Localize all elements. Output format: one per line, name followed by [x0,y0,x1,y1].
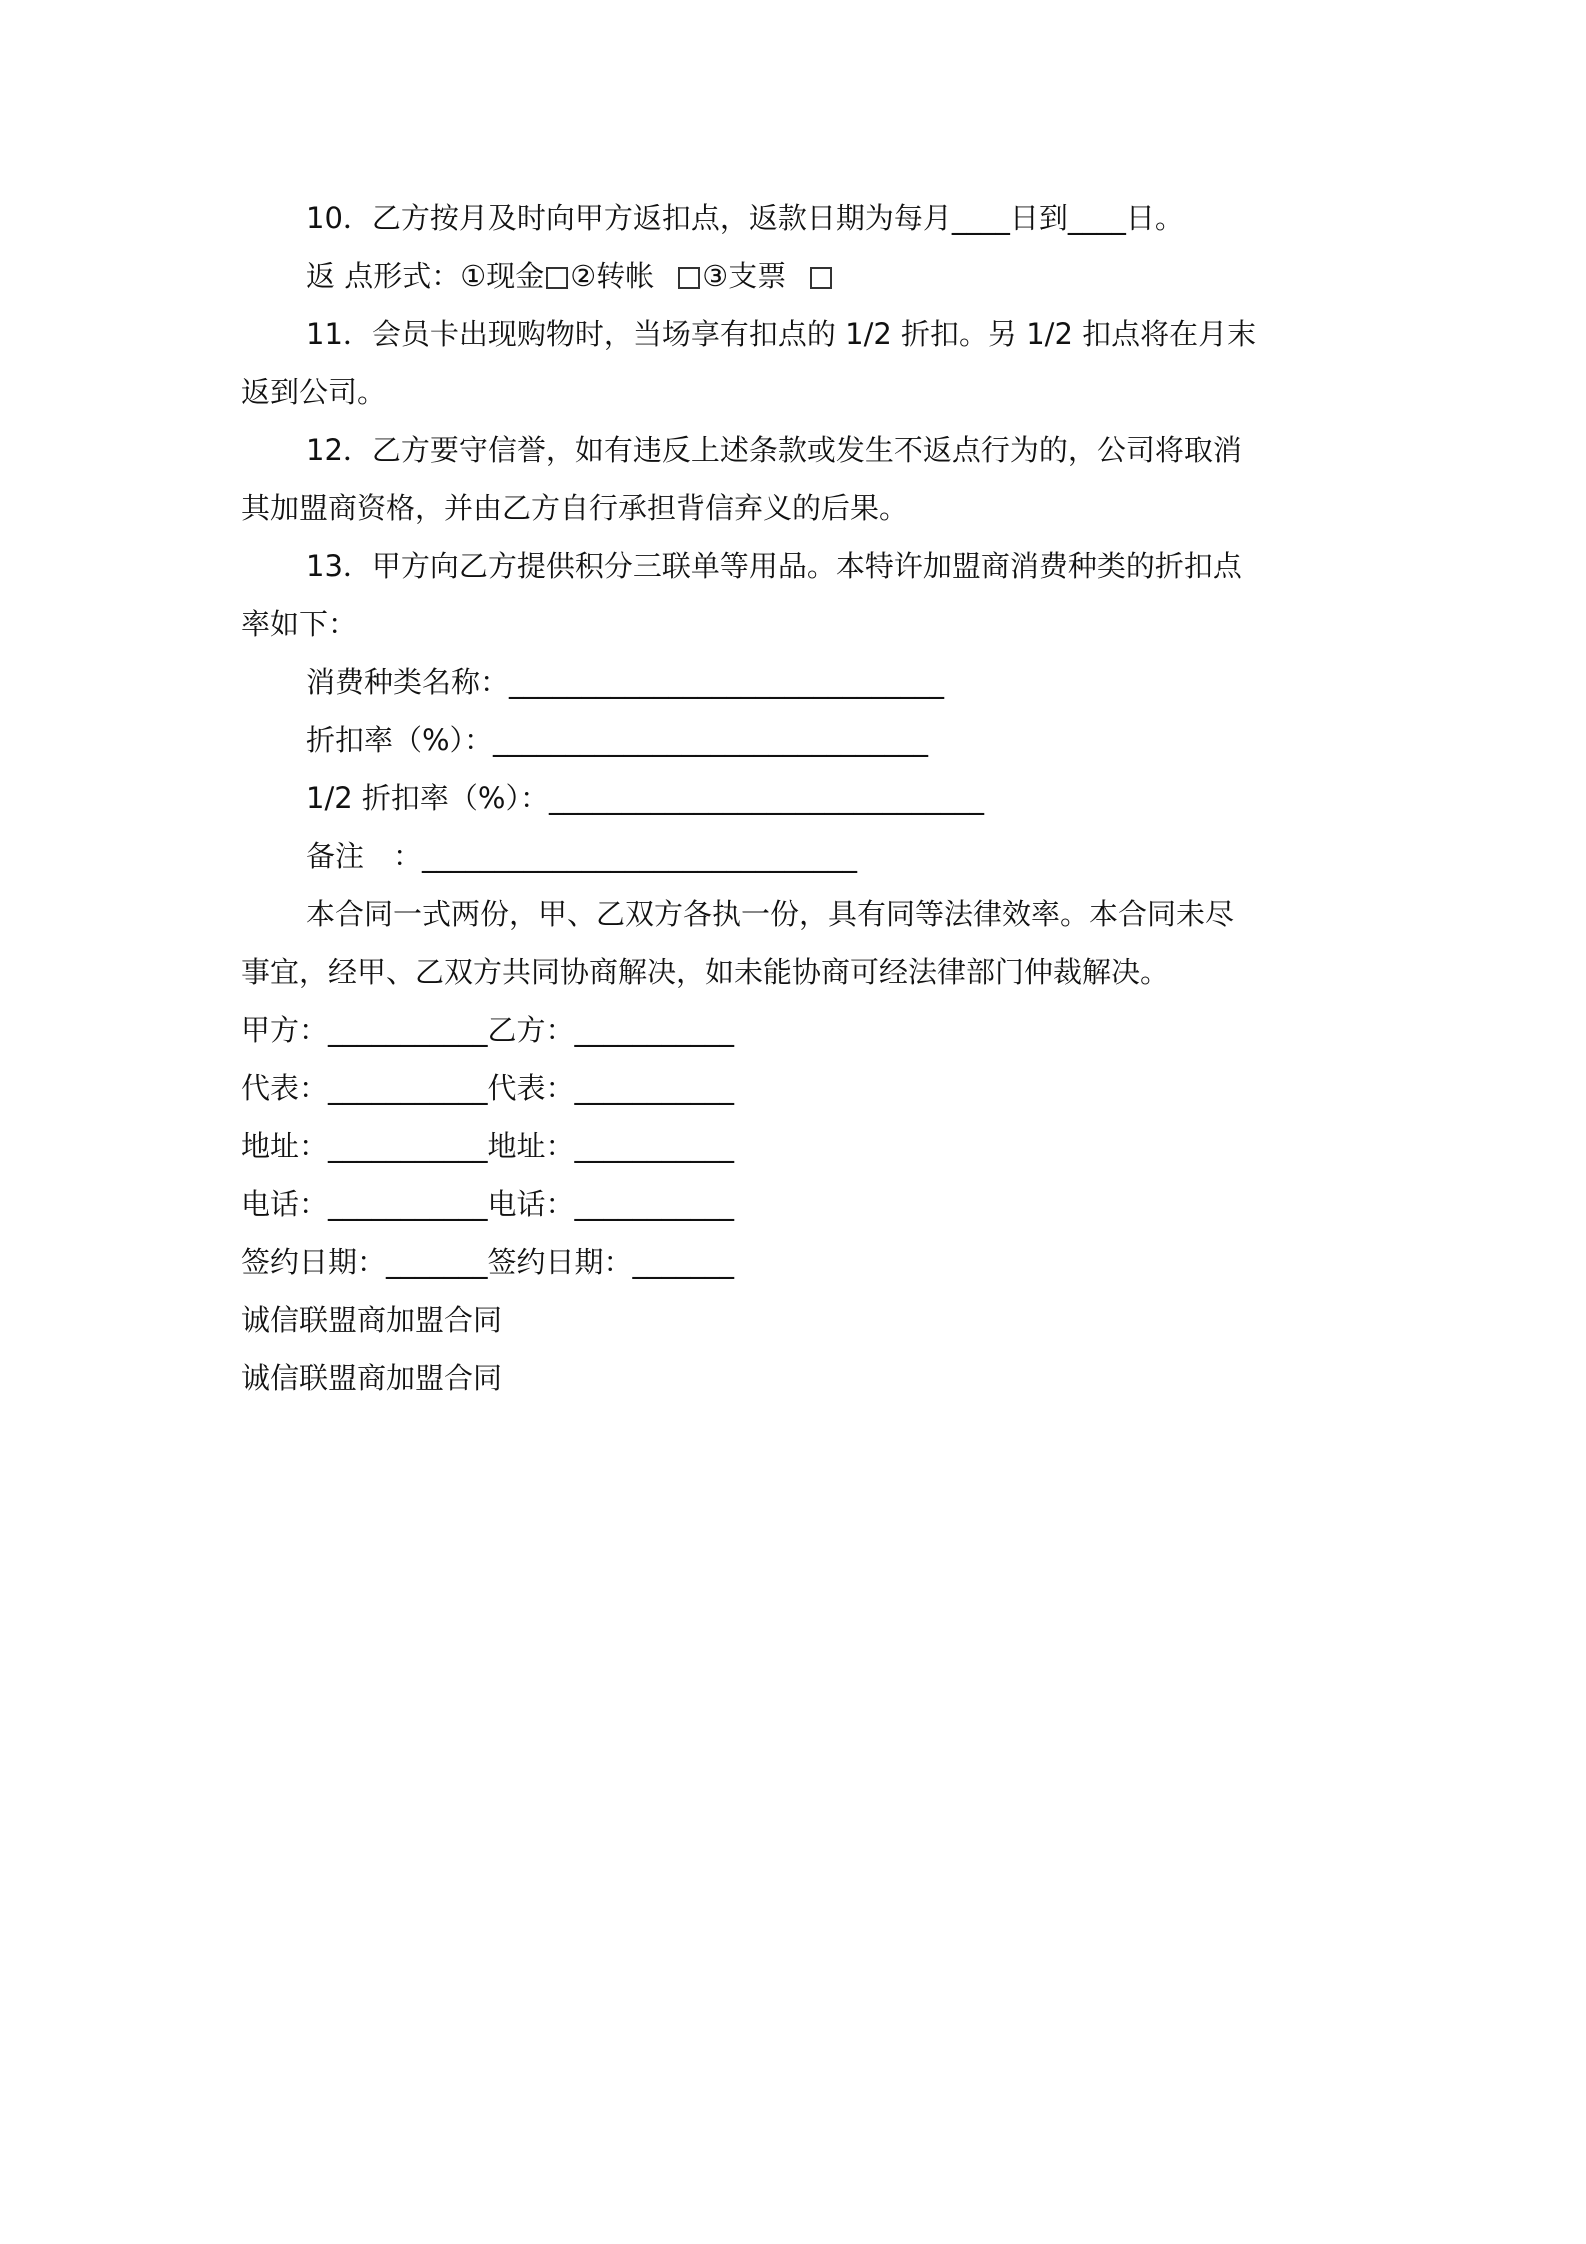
option-transfer: ②转帐 [570,259,655,293]
cash-checkbox[interactable] [546,267,568,289]
discount-rate-field: 折扣率（%）：______________________________ [306,723,929,757]
transfer-checkbox[interactable] [678,267,700,289]
party-signature-line: 甲方：___________乙方：___________ [241,1013,735,1047]
clause-10: 10．乙方按月及时向甲方返扣点，返款日期为每月____日到____日。 [306,201,1184,235]
document-footer-title: 诚信联盟商加盟合同 [241,1303,503,1337]
clause-12-line2: 其加盟商资格，并由乙方自行承担背信弃义的后果。 [241,491,909,525]
half-discount-rate-field: 1/2 折扣率（%）：______________________________ [306,781,984,815]
option-check: ③支票 [702,259,787,293]
closing-line2: 事宜，经甲、乙双方共同协商解决，如未能协商可经法律部门仲裁解决。 [241,955,1170,989]
rebate-form-line [306,256,1416,296]
option-cash: ①现金 [460,259,545,293]
remark-field: 备注 ：______________________________ [306,839,858,873]
address-line: 地址：___________地址：___________ [241,1129,735,1163]
clause-12-line1: 12．乙方要守信誉，如有违反上述条款或发生不返点行为的，公司将取消 [306,433,1242,467]
clause-13-line2: 率如下： [241,607,358,641]
phone-line: 电话：___________电话：___________ [241,1187,735,1221]
clause-11-line1: 11．会员卡出现购物时，当场享有扣点的 1/2 折扣。另 1/2 扣点将在月末 [306,317,1257,351]
clause-11-line2: 返到公司。 [241,375,387,409]
clause-13-line1: 13．甲方向乙方提供积分三联单等用品。本特许加盟商消费种类的折扣点 [306,549,1242,583]
closing-line1: 本合同一式两份，甲、乙双方各执一份，具有同等法律效率。本合同未尽 [306,897,1235,931]
category-name-field: 消费种类名称：______________________________ [306,665,945,699]
check-checkbox[interactable] [810,267,832,289]
rebate-form-label: 返 点形式： [306,259,461,293]
document-footer-title-repeat: 诚信联盟商加盟合同 [241,1361,503,1395]
representative-line: 代表：___________代表：___________ [241,1071,735,1105]
sign-date-line: 签约日期：_______签约日期：_______ [241,1245,735,1279]
